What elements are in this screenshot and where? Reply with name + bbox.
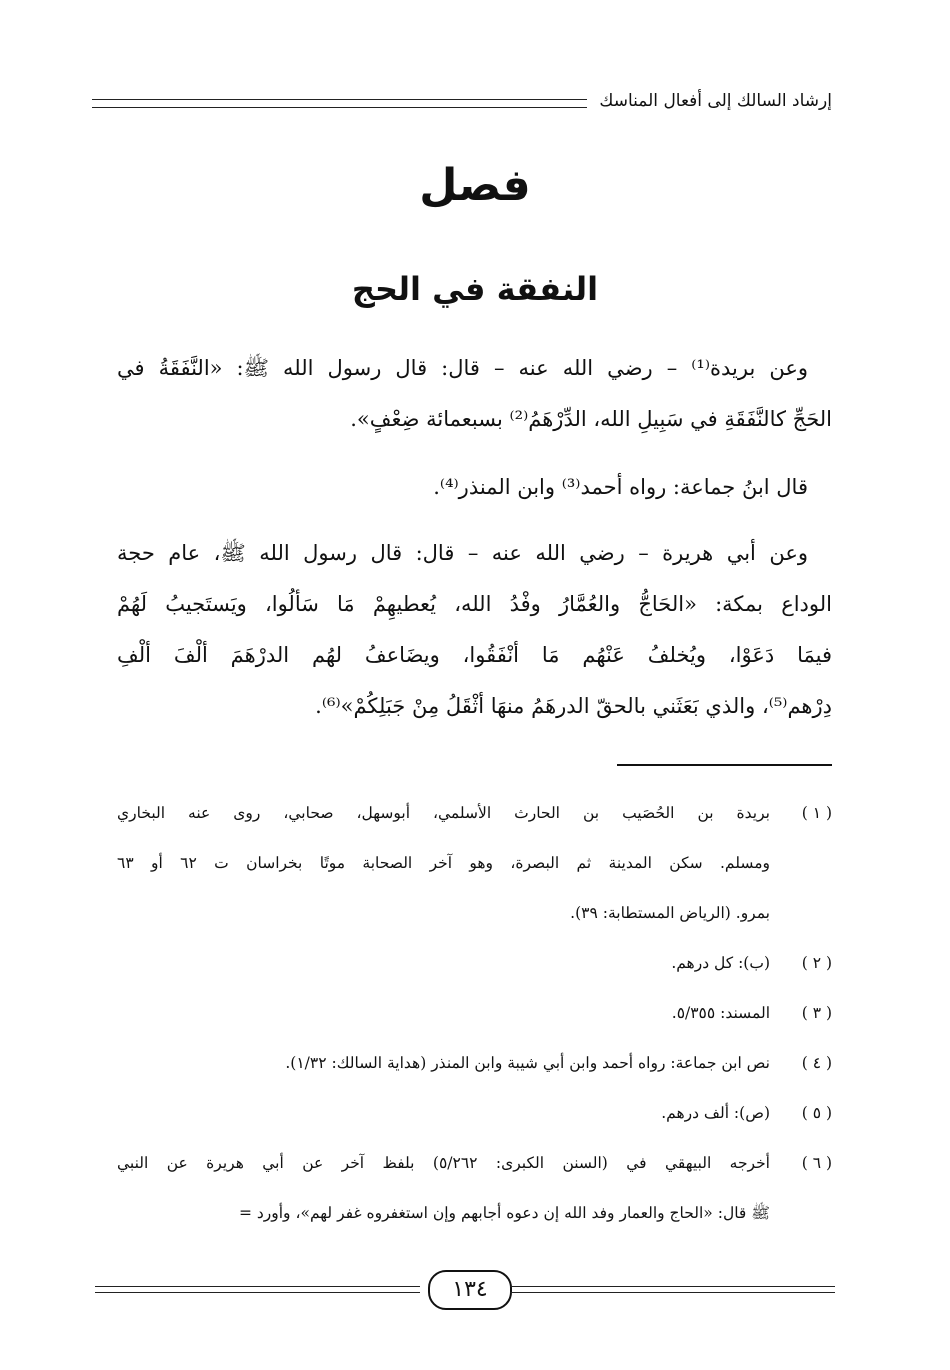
footnote-3 [117,988,832,1038]
footnote-line: نص ابن جماعة: رواه أحمد وابن أبي شيبة وابن المنذر (هداية السالك: ١/٣٢). [285,1054,770,1072]
paragraph-line: دِرْهم⁽⁵⁾، والذي بَعَثَني بالحقّ الدرهَمُ منهَا أثْقَلُ مِنْ جَبَلِكُمْ»⁽⁶⁾. [315,694,832,718]
footnote-text [117,988,770,1038]
paragraph-3 [117,528,832,732]
footnote-number: ( ٤ ) [801,1054,832,1072]
paragraph-line: وعن أبي هريرة – رضي الله عنه – قال: قال رسول الله ﷺ، عام حجة [117,541,808,565]
footnote-separator [617,764,832,766]
footnotes [117,788,832,1238]
paragraph-2 [117,462,832,513]
footnote-line: أخرجه البيهقي في (السنن الكبرى: ٥/٢٦٢) بلفظ آخر عن أبي هريرة عن النبي [117,1154,770,1172]
footnote-line: ﷺ قال: «الحاج والعمار وفد الله إن دعوه أجابهم وإن استغفروه غفر لهم»، وأورد = [238,1204,770,1222]
page-footer [95,1270,835,1310]
running-title: إرشاد السالك إلى أفعال المناسك [599,91,832,111]
footnote-number: ( ٦ ) [801,1154,832,1172]
footer-rule-left [95,1286,420,1293]
section-title: فصل [419,160,531,211]
footer-rule-right [510,1286,835,1293]
paragraph-line: فيمَا دَعَوْا، ويُخلفُ عَنْهُم مَا أنْفَقُوا، ويضَاعفُ لهُم الدرْهَمَ ألْفَ ألْفِ [117,643,832,667]
page-number: ١٣٤ [428,1270,512,1310]
footnote-text [117,788,770,938]
paragraph-1 [117,343,832,445]
footnote-text [117,1138,770,1238]
running-header [92,84,832,118]
footnote-text [117,1038,770,1088]
paragraph-line: الوداع بمكة: «الحَاجُّ والعُمَّارُ وفْدُ الله، يُعطيهِمْ مَا سَألُوا، ويَستَجيبُ لَهُمْ [117,592,832,616]
footnote-4 [117,1038,832,1088]
footnote-5 [117,1088,832,1138]
footnote-line: بريدة بن الحُصَيب بن الحارث الأسلمي، أبوسهل، صحابي، روى عنه البخاري [117,804,770,822]
footnote-number: ( ٣ ) [801,1004,832,1022]
footnote-line: المسند: ٥/٣٥٥. [671,1004,770,1022]
footnote-line: (ب): كل درهم. [671,954,770,972]
footnote-number: ( ٢ ) [801,954,832,972]
footnote-text [117,1088,770,1138]
footnote-line: بمرو. (الرياض المستطابة: ٣٩). [570,904,770,922]
footnote-number: ( ٥ ) [801,1104,832,1122]
footnote-line: (ص): ألف درهم. [661,1104,770,1122]
paragraph-line: وعن بريدة⁽¹⁾ – رضي الله عنه – قال: قال رسول الله ﷺ: «النَّفَقَةُ في [117,356,809,380]
footnote-line: ومسلم. سكن المدينة ثم البصرة، وهو آخر الصحابة موتًا بخراسان ت ٦٢ أو ٦٣ [117,854,770,872]
footnote-6 [117,1138,832,1238]
paragraph-line: الحَجِّ كالنَّفَقَةِ في سَبِيلِ الله، الدِّرْهَمُ⁽²⁾ بسبعمائة ضِعْفٍ». [350,407,832,431]
footnote-1 [117,788,832,938]
footnote-2 [117,938,832,988]
paragraph-line: قال ابنُ جماعة: رواه أحمد⁽³⁾ وابن المنذر⁽⁴⁾. [433,475,808,499]
section-subtitle: النفقة في الحج [351,270,599,308]
footnote-number: ( ١ ) [801,804,832,822]
footnote-text [117,938,770,988]
header-rule [92,99,587,108]
